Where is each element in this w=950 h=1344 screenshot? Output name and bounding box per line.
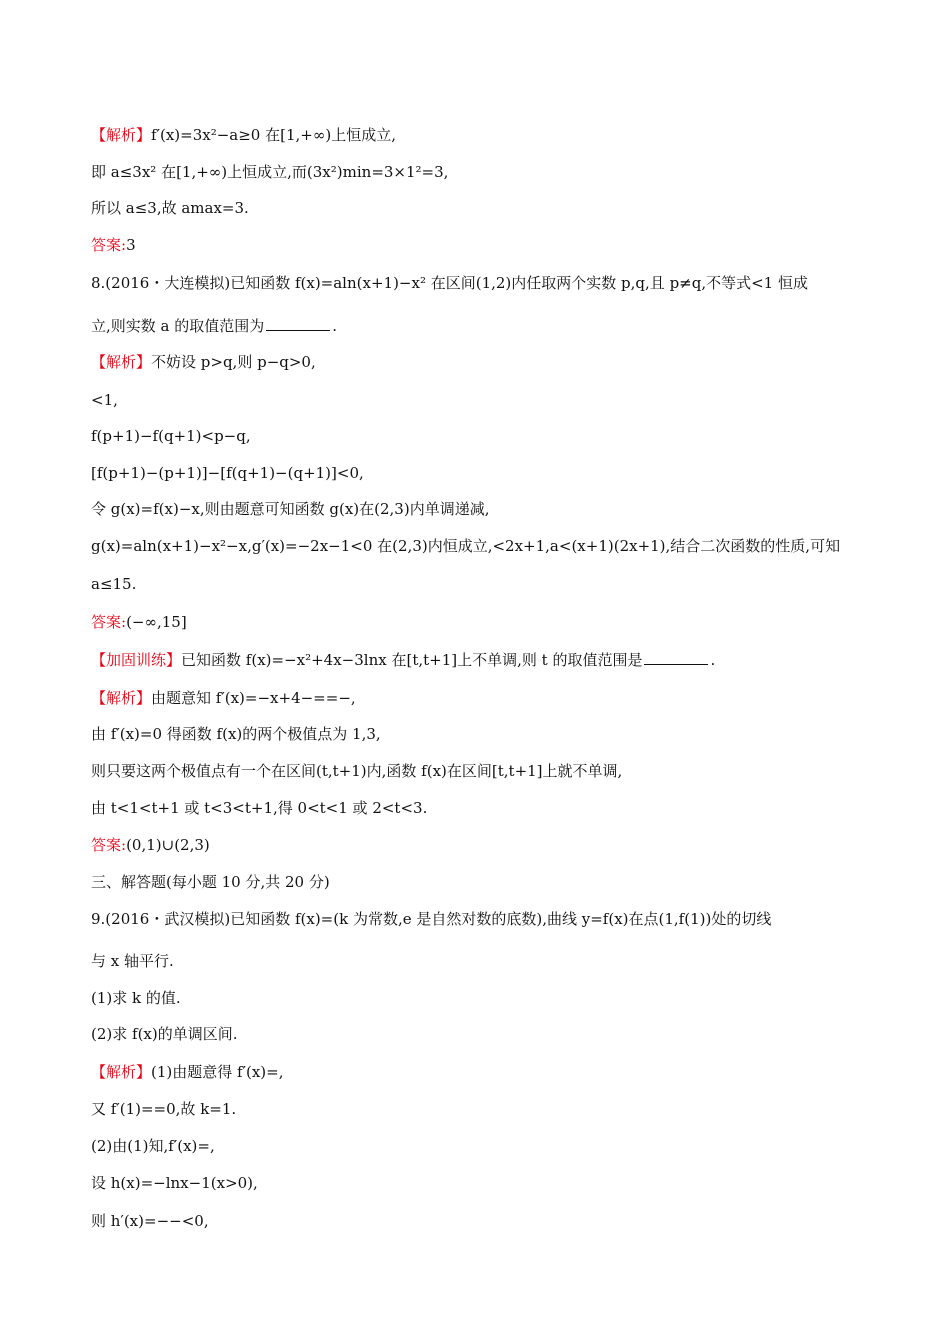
text-line bbox=[91, 574, 870, 594]
text-line bbox=[91, 162, 870, 182]
text-line bbox=[91, 1211, 870, 1231]
line-text: 9.(2016・武汉模拟)已知函数 f(x)=(k 为常数,e 是自然对数的底数),曲线 y=f(x)在点(1,f(1))处的切线 bbox=[91, 910, 772, 928]
line-text: (1)由题意得 f′(x)=, bbox=[151, 1063, 284, 1081]
text-line bbox=[91, 426, 870, 446]
line-text: g(x)=aln(x+1)−x²−x,g′(x)=−2x−1<0 在(2,3)内恒成立,<2x+1,a<(x+1)(2x+1),结合二次函数的性质,可知 bbox=[91, 537, 841, 555]
section-tag: 【加固训练】 bbox=[91, 651, 182, 669]
text-line bbox=[91, 1024, 870, 1044]
line-text: 设 h(x)=−lnx−1(x>0), bbox=[91, 1174, 258, 1192]
text-line bbox=[91, 761, 870, 781]
section-tag: 【解析】 bbox=[91, 689, 152, 707]
text-line bbox=[91, 988, 870, 1008]
line-text: <1, bbox=[91, 391, 118, 409]
answer-blank bbox=[266, 316, 330, 331]
text-line bbox=[91, 798, 870, 818]
text-line bbox=[91, 612, 870, 632]
line-text: (2)求 f(x)的单调区间. bbox=[91, 1025, 238, 1043]
line-text: (−∞,15] bbox=[126, 613, 187, 631]
line-text: 由 t<1<t+1 或 t<3<t+1,得 0<t<1 或 2<t<3. bbox=[91, 799, 428, 817]
line-text: 不妨设 p>q,则 p−q>0, bbox=[151, 353, 316, 371]
text-line bbox=[91, 536, 870, 556]
text-line bbox=[91, 1062, 870, 1082]
line-text: 由 f′(x)=0 得函数 f(x)的两个极值点为 1,3, bbox=[91, 725, 381, 743]
line-text: (1)求 k 的值. bbox=[91, 989, 181, 1007]
text-line bbox=[91, 1099, 870, 1119]
line-text: 令 g(x)=f(x)−x,则由题意可知函数 g(x)在(2,3)内单调递减, bbox=[91, 500, 490, 518]
text-line bbox=[91, 909, 870, 929]
line-text: 则只要这两个极值点有一个在区间(t,t+1)内,函数 f(x)在区间[t,t+1]上就不单调, bbox=[91, 762, 623, 780]
answer-label: 答案: bbox=[91, 613, 127, 631]
section-tag: 【解析】 bbox=[91, 353, 152, 371]
section-tag: 【解析】 bbox=[91, 126, 152, 144]
line-text: [f(p+1)−(p+1)]−[f(q+1)−(q+1)]<0, bbox=[91, 464, 364, 482]
text-line bbox=[91, 951, 870, 971]
text-line bbox=[91, 273, 870, 293]
line-text: 所以 a≤3,故 amax=3. bbox=[91, 199, 249, 217]
line-text: 与 x 轴平行. bbox=[91, 952, 174, 970]
text-line bbox=[91, 316, 870, 336]
line-text: 则 h′(x)=−−<0, bbox=[91, 1212, 209, 1230]
line-text: f(p+1)−f(q+1)<p−q, bbox=[91, 427, 251, 445]
text-line bbox=[91, 198, 870, 218]
line-text: 立,则实数 a 的取值范围为 bbox=[91, 317, 265, 335]
section-tag: 【解析】 bbox=[91, 1063, 152, 1081]
text-line bbox=[91, 1136, 870, 1156]
line-text: 已知函数 f(x)=−x²+4x−3lnx 在[t,t+1]上不单调,则 t 的取值范围是 bbox=[181, 651, 643, 669]
answer-label: 答案: bbox=[91, 836, 127, 854]
line-text: 8.(2016・大连模拟)已知函数 f(x)=aln(x+1)−x² 在区间(1,2)内任取两个实数 p,q,且 p≠q,不等式<1 恒成 bbox=[91, 274, 808, 292]
text-line bbox=[91, 463, 870, 483]
answer-blank bbox=[644, 650, 708, 665]
text-line bbox=[91, 650, 870, 670]
line-text: 即 a≤3x² 在[1,+∞)上恒成立,而(3x²)min=3×1²=3, bbox=[91, 163, 449, 181]
text-line bbox=[91, 872, 870, 892]
line-end-punct: . bbox=[710, 651, 716, 669]
line-text: (0,1)∪(2,3) bbox=[126, 836, 210, 854]
text-line bbox=[91, 499, 870, 519]
answer-label: 答案: bbox=[91, 236, 127, 254]
text-line bbox=[91, 688, 870, 708]
text-line bbox=[91, 390, 870, 410]
text-line bbox=[91, 235, 870, 255]
text-line bbox=[91, 125, 870, 145]
text-line bbox=[91, 1173, 870, 1193]
text-line bbox=[91, 352, 870, 372]
line-text: 三、解答题(每小题 10 分,共 20 分) bbox=[91, 873, 330, 891]
line-text: 3 bbox=[126, 236, 136, 254]
line-text: f′(x)=3x²−a≥0 在[1,+∞)上恒成立, bbox=[151, 126, 396, 144]
line-text: 由题意知 f′(x)=−x+4−==−, bbox=[151, 689, 356, 707]
text-line bbox=[91, 724, 870, 744]
text-line bbox=[91, 835, 870, 855]
line-end-punct: . bbox=[332, 317, 338, 335]
line-text: 又 f′(1)==0,故 k=1. bbox=[91, 1100, 237, 1118]
line-text: (2)由(1)知,f′(x)=, bbox=[91, 1137, 215, 1155]
line-text: a≤15. bbox=[91, 575, 137, 593]
